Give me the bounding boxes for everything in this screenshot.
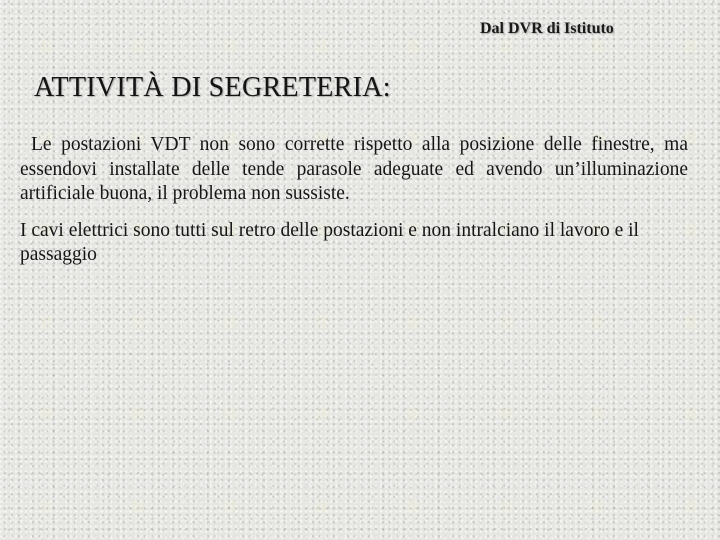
slide-title: ATTIVITÀ DI SEGRETERIA: <box>34 72 391 103</box>
paragraph-vdt-positions: Le postazioni VDT non sono corrette rispetto alla posizione delle finestre, ma essendovi installate delle tende parasole adeguate ed avendo un’illuminazione artificiale buona, il problema non sussiste. <box>20 134 688 204</box>
paragraph-electric-cables: I cavi elettrici sono tutti sul retro delle postazioni e non intralciano il lavoro e il passaggio <box>20 219 639 265</box>
slide-body <box>20 133 688 268</box>
source-note: Dal DVR di Istituto <box>480 20 614 37</box>
